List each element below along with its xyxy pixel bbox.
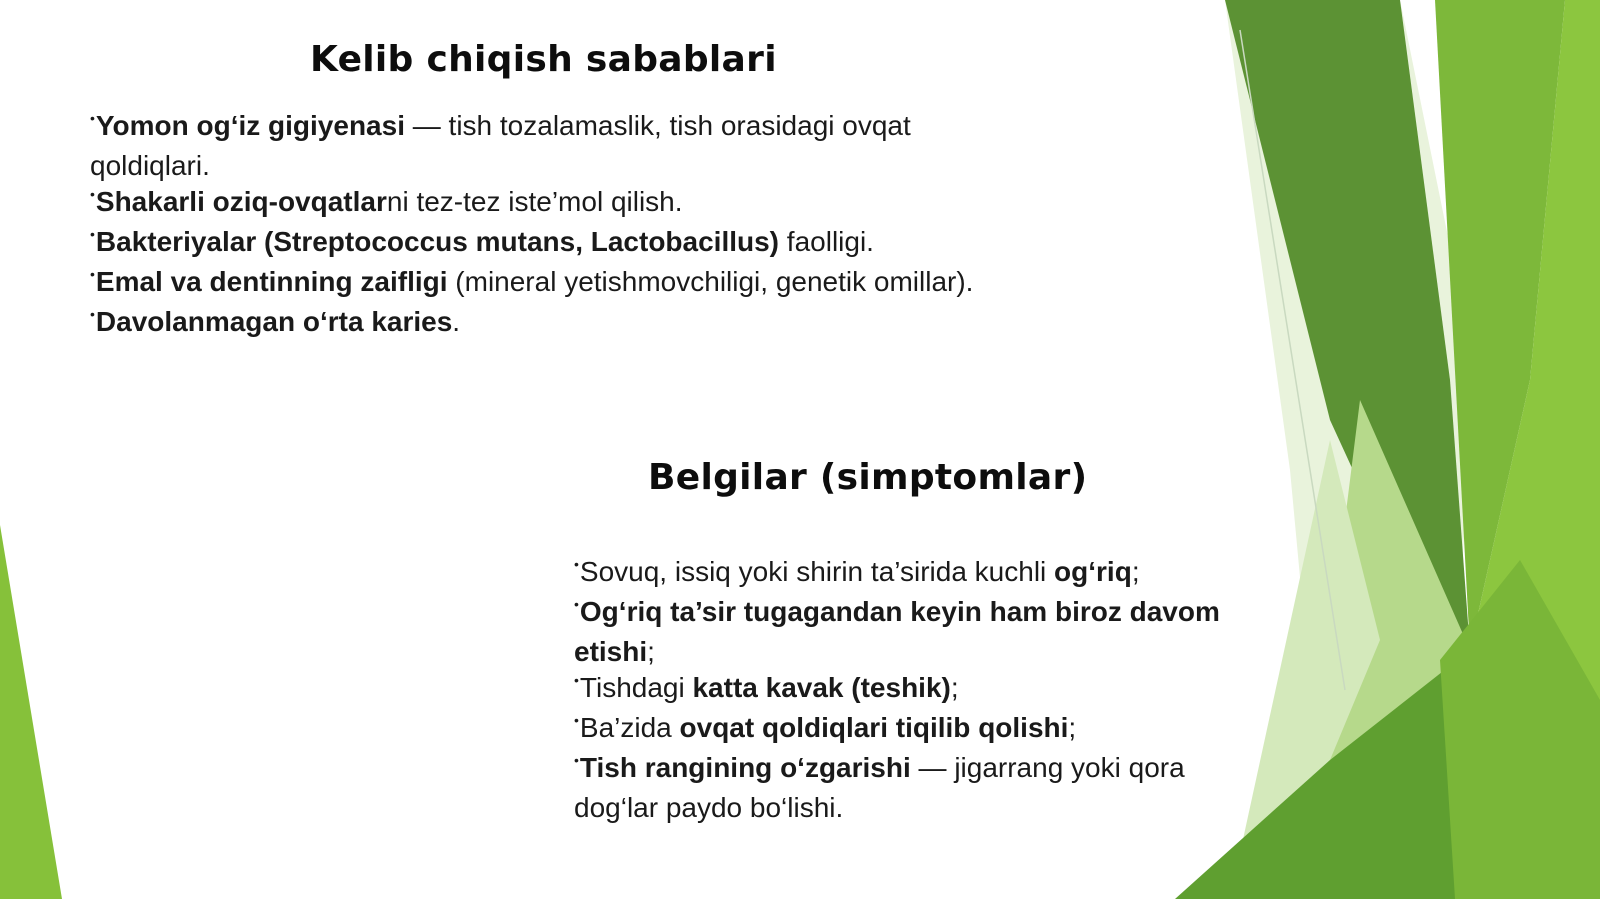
bullet-icon: •: [574, 596, 579, 612]
bullet-icon: •: [90, 266, 95, 282]
list-item: •Tishdagi katta kavak (teshik);: [574, 672, 959, 703]
symptoms-heading: Belgilar (simptomlar): [648, 457, 1088, 498]
bullet-icon: •: [574, 752, 579, 768]
bullet-icon: •: [574, 556, 579, 572]
list-item: •Yomon og‘iz gigiyenasi — tish tozalamaslik, tish orasidagi ovqat qoldiqlari.: [90, 110, 911, 181]
symptoms-list: [574, 554, 1254, 826]
bullet-icon: •: [90, 186, 95, 202]
list-item: •Sovuq, issiq yoki shirin ta’sirida kuchli og‘riq;: [574, 556, 1140, 587]
bullet-icon: •: [574, 672, 579, 688]
list-item: •Bakteriyalar (Streptococcus mutans, Lactobacillus) faolligi.: [90, 226, 874, 257]
causes-heading: Kelib chiqish sabablari: [310, 39, 777, 80]
list-item: •Ba’zida ovqat qoldiqlari tiqilib qolishi;: [574, 712, 1077, 743]
list-item: •Og‘riq ta’sir tugagandan keyin ham biroz davom etishi;: [574, 596, 1220, 667]
left-green-strip: [0, 525, 62, 899]
list-item: •Emal va dentinning zaifligi (mineral yetishmovchiligi, genetik omillar).: [90, 266, 974, 297]
bullet-icon: •: [90, 110, 95, 126]
bullet-icon: •: [90, 226, 95, 242]
causes-list: [90, 108, 990, 344]
list-item: •Davolanmagan o‘rta karies.: [90, 306, 461, 337]
list-item: •Tish rangining o‘zgarishi — jigarrang yoki qora dog‘lar paydo bo‘lishi.: [574, 752, 1185, 823]
bullet-icon: •: [574, 712, 579, 728]
bullet-icon: •: [90, 306, 95, 322]
list-item: •Shakarli oziq-ovqatlarni tez-tez iste’mol qilish.: [90, 186, 683, 217]
